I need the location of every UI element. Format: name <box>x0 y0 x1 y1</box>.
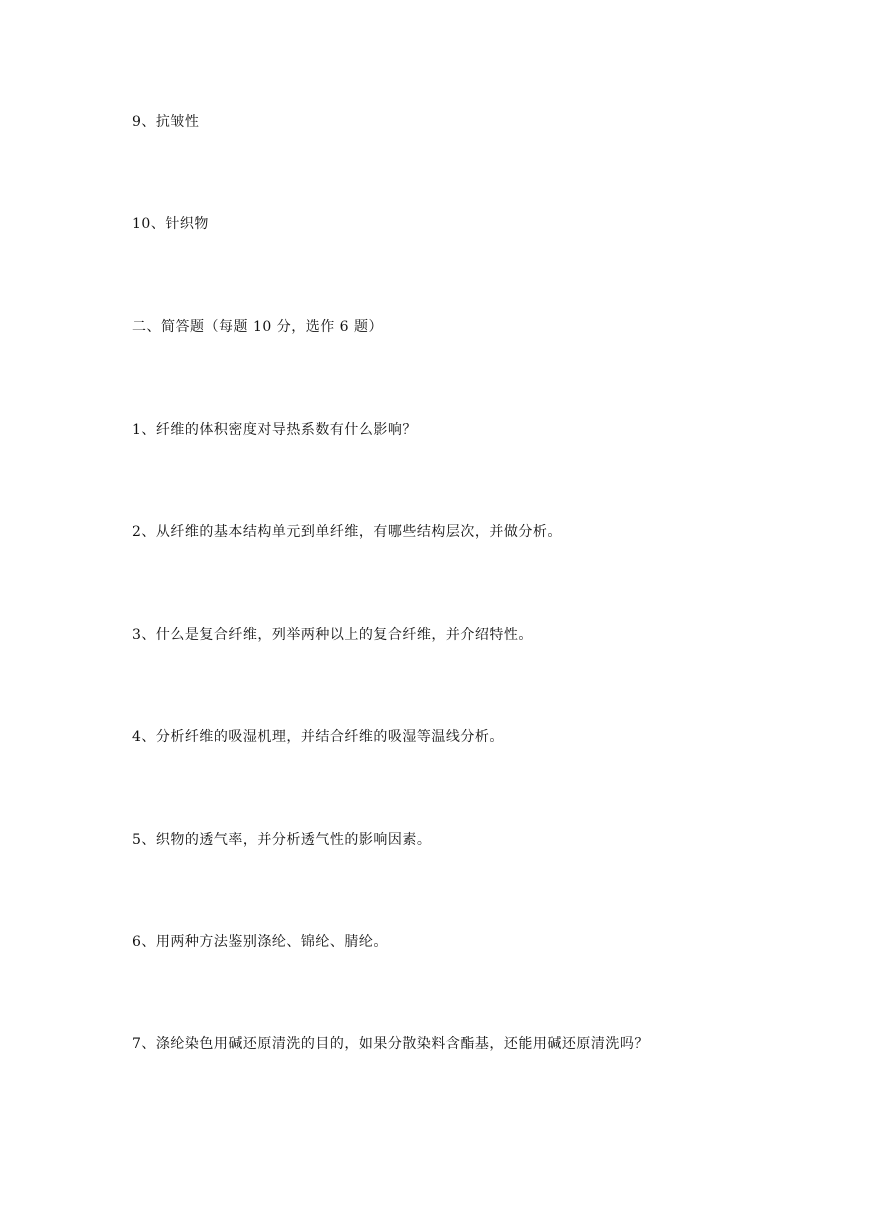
question-1: 1、纤维的体积密度对导热系数有什么影响？ <box>132 422 417 438</box>
question-5: 5、织物的透气率，并分析透气性的影响因素。 <box>132 832 432 848</box>
question-3: 3、什么是复合纤维，列举两种以上的复合纤维，并介绍特性。 <box>132 627 533 643</box>
question-4: 4、分析纤维的吸湿机理，并结合纤维的吸湿等温线分析。 <box>132 729 504 745</box>
question-2: 2、从纤维的基本结构单元到单纤维，有哪些结构层次，并做分析。 <box>132 524 562 540</box>
section-heading-short-answer: 二、简答题（每题 10 分，选作 6 题） <box>132 319 384 335</box>
definition-item-10: 10、针织物 <box>132 216 209 232</box>
question-7: 7、涤纶染色用碱还原清洗的目的，如果分散染料含酯基，还能用碱还原清洗吗？ <box>132 1036 649 1052</box>
question-6: 6、用两种方法鉴别涤纶、锦纶、腈纶。 <box>132 934 388 950</box>
definition-item-9: 9、抗皱性 <box>132 114 200 130</box>
